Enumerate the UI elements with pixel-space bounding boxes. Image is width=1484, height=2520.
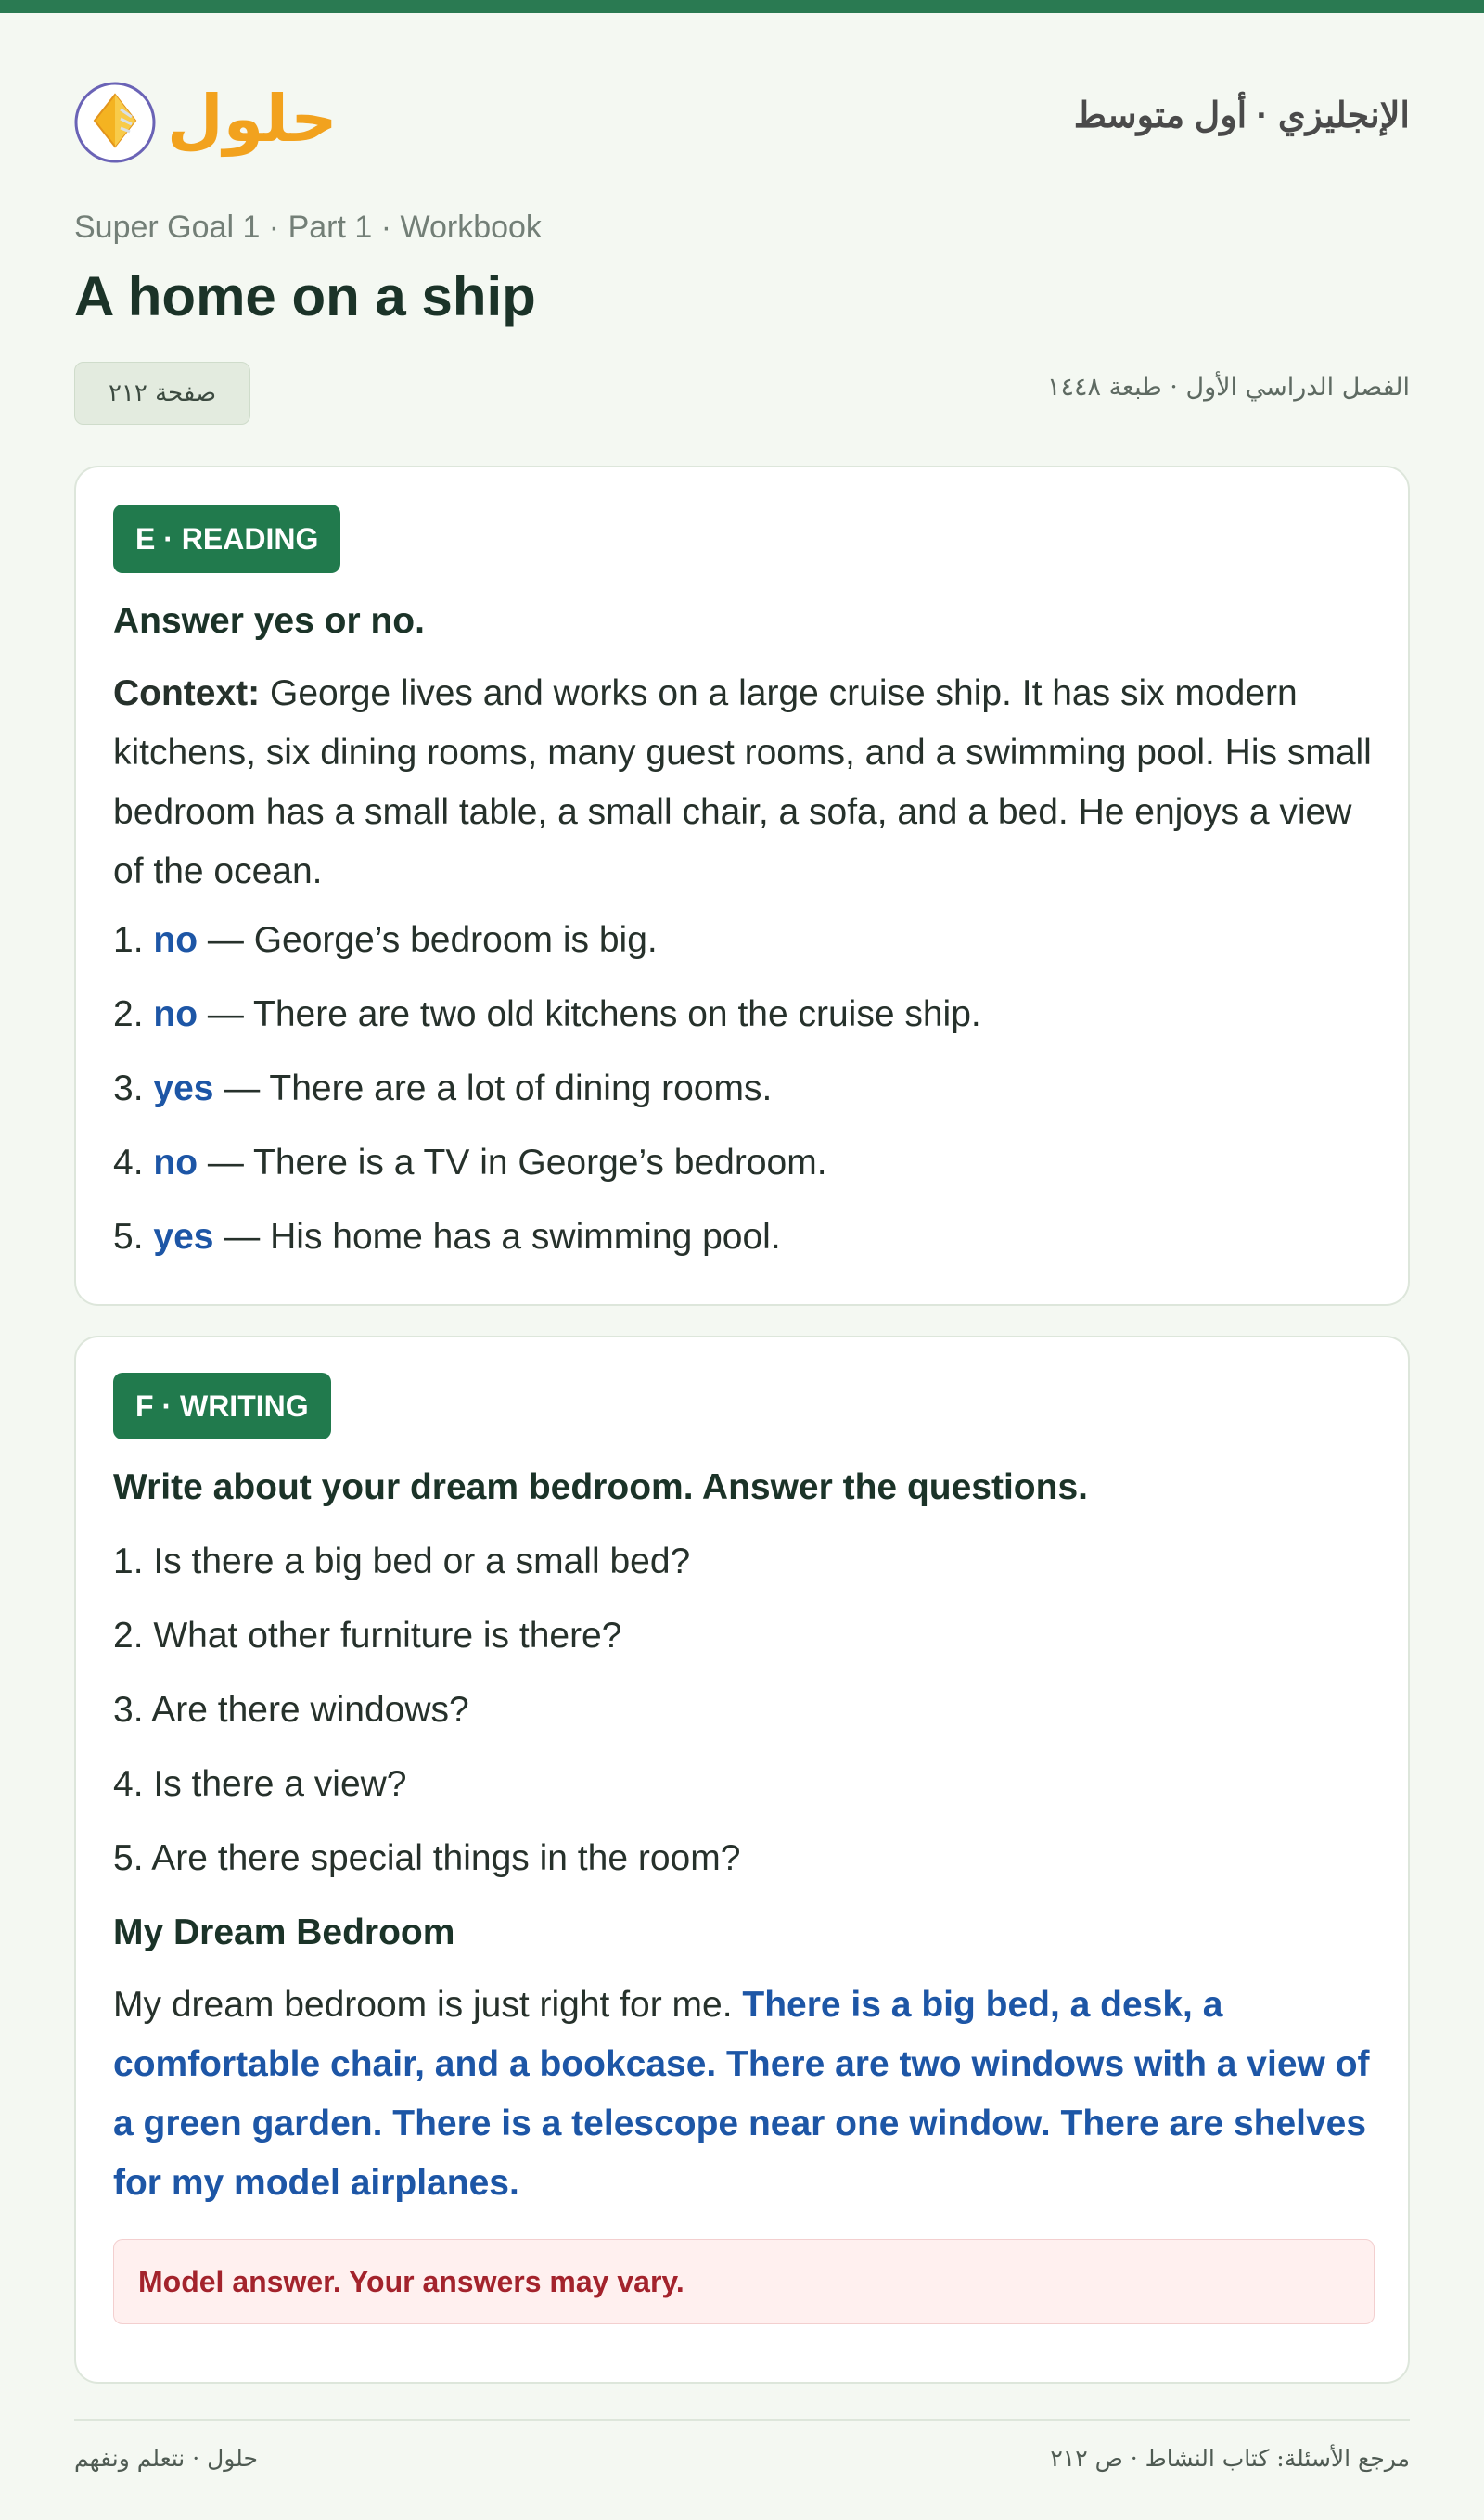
logo xyxy=(74,63,343,165)
context-label: Context: xyxy=(113,673,261,713)
page-number-badge: صفحة ٢١٢ xyxy=(74,362,250,425)
answer: no xyxy=(153,920,198,960)
section-badge-writing: F · WRITING xyxy=(113,1373,331,1439)
reading-context xyxy=(113,664,1375,902)
subject-title: الإنجليزي · أول متوسط xyxy=(1073,96,1410,135)
model-answer-note: Model answer. Your answers may vary. xyxy=(113,2239,1375,2324)
reading-card xyxy=(74,466,1410,1306)
writing-question: 1. Is there a big bed or a small bed? xyxy=(113,1541,691,1581)
writing-subheading: My Dream Bedroom xyxy=(113,1912,455,1952)
reading-item: 1. no — George’s bedroom is big. xyxy=(113,920,658,960)
answer: yes xyxy=(153,1217,214,1257)
footer-brand: حلول · نتعلم ونفهم xyxy=(74,2445,258,2472)
header xyxy=(74,63,1410,165)
writing-question: 2. What other furniture is there? xyxy=(113,1616,622,1656)
breadcrumb: Super Goal 1 · Part 1 · Workbook xyxy=(74,210,542,245)
term-info: الفصل الدراسي الأول · طبعة ١٤٤٨ xyxy=(1046,373,1410,402)
reading-instruction: Answer yes or no. xyxy=(113,601,425,641)
answer: yes xyxy=(153,1068,214,1108)
reading-item: 2. no — There are two old kitchens on the cruise ship. xyxy=(113,994,981,1034)
paragraph-start: My dream bedroom is just right for me. xyxy=(113,1985,743,2025)
answer: no xyxy=(153,1143,198,1183)
writing-instruction: Write about your dream bedroom. Answer the questions. xyxy=(113,1467,1088,1507)
paragraph-answer: There is a big bed, a desk, a comfortable chair, and a bookcase. There are two windows with a view of a green garden. There is a telescope near one window. There are shelves for my model airplanes. xyxy=(113,1985,1370,2203)
reading-item: 4. no — There is a TV in George’s bedroom. xyxy=(113,1143,827,1183)
section-badge-reading: E · READING xyxy=(113,505,340,573)
reading-item: 3. yes — There are a lot of dining rooms. xyxy=(113,1068,773,1108)
context-text: George lives and works on a large cruise ship. It has six modern kitchens, six dining rooms, many guest rooms, and a swimming pool. His small bedroom has a small table, a small chair, a sofa, and a bed. He enjoys a view of the ocean. xyxy=(113,673,1372,891)
writing-question: 3. Are there windows? xyxy=(113,1690,469,1730)
footer-divider xyxy=(74,2419,1410,2421)
writing-question: 5. Are there special things in the room? xyxy=(113,1838,741,1878)
writing-card xyxy=(74,1336,1410,2384)
reading-item: 5. yes — His home has a swimming pool. xyxy=(113,1217,781,1257)
footer-reference: مرجع الأسئلة: كتاب النشاط · ص ٢١٢ xyxy=(1050,2445,1410,2472)
answer: no xyxy=(153,994,198,1034)
svg-text:حلول: حلول xyxy=(167,81,338,157)
top-accent-bar xyxy=(0,0,1484,13)
model-answer-paragraph xyxy=(113,1976,1375,2213)
writing-question: 4. Is there a view? xyxy=(113,1764,407,1804)
page-title: A home on a ship xyxy=(74,265,536,327)
